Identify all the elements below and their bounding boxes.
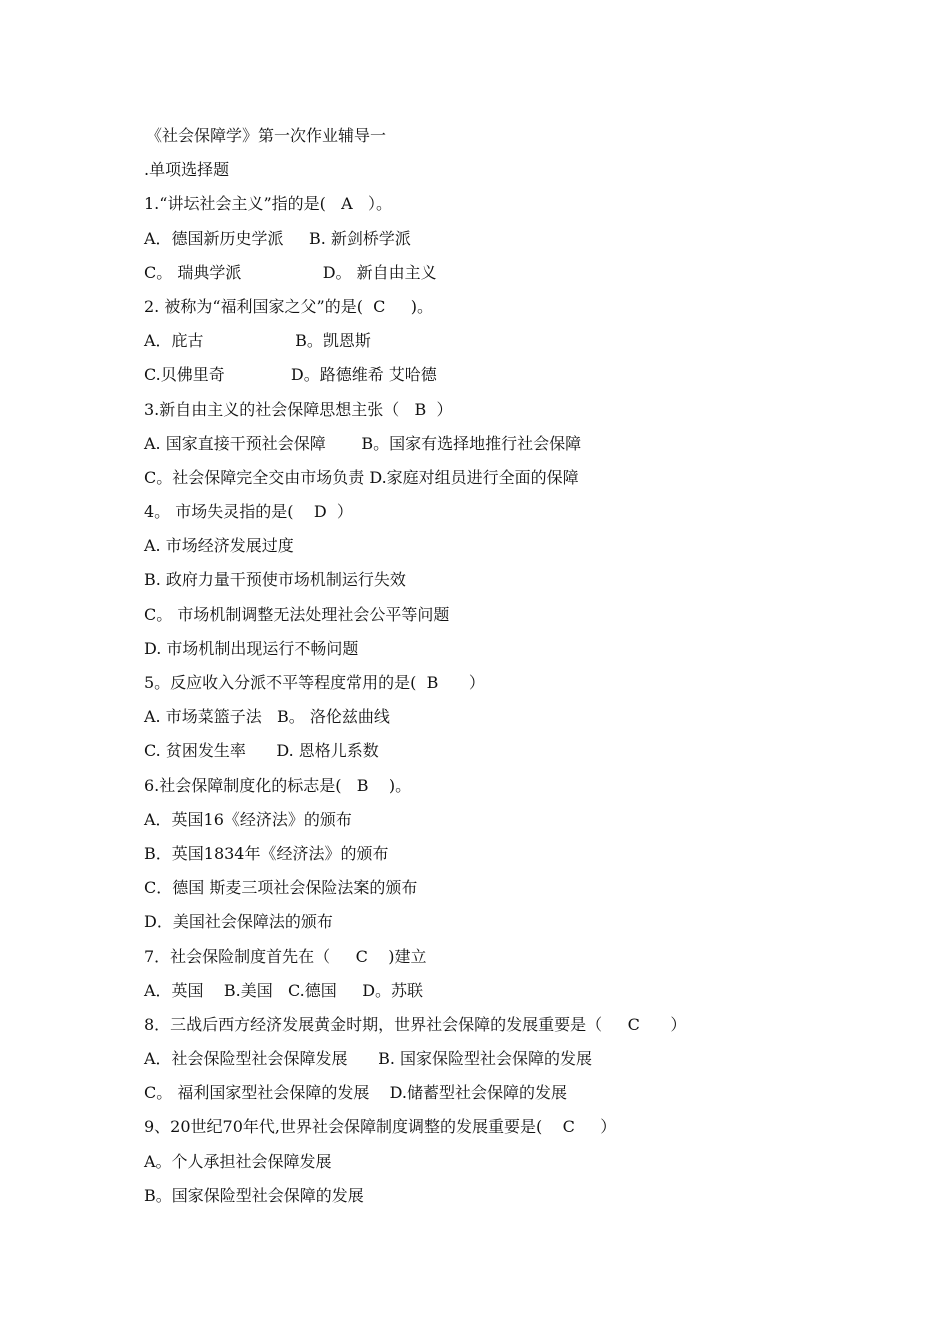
question-4-option-c: C。 市场机制调整无法处理社会公平等问题 <box>144 604 450 624</box>
question-1: 1.“讲坛社会主义”指的是( A ）。 <box>144 194 392 214</box>
question-1-options-ab: A．德国新历史学派 B. 新剑桥学派 <box>144 228 411 248</box>
question-2-options-cd: C.贝佛里奇 D。路德维希 艾哈德 <box>144 365 437 385</box>
question-6: 6.社会保障制度化的标志是( B )。 <box>144 775 412 795</box>
question-8: 8．三战后西方经济发展黄金时期，世界社会保障的发展重要是（ C ） <box>144 1014 687 1034</box>
question-6-option-a: A．英国16《经济法》的颁布 <box>144 809 352 829</box>
question-3-options-cd: C。社会保障完全交由市场负责 D.家庭对组员进行全面的保障 <box>144 467 579 487</box>
document-title: 《社会保障学》第一次作业辅导一 <box>146 126 387 145</box>
question-2: 2. 被称为“福利国家之父”的是( C )。 <box>144 296 434 316</box>
question-7-options: A．英国 B.美国 C.德国 D。苏联 <box>144 980 424 1000</box>
question-6-option-c: C．德国 斯麦三项社会保险法案的颁布 <box>144 878 418 898</box>
question-7: 7．社会保险制度首先在（ C )建立 <box>144 946 427 966</box>
question-6-option-b: B．英国1834年《经济法》的颁布 <box>144 843 389 863</box>
question-5-options-cd: C. 贫困发生率 D. 恩格儿系数 <box>144 741 379 761</box>
question-9: 9、20世纪70年代,世界社会保障制度调整的发展重要是( C ） <box>144 1117 617 1137</box>
document-body <box>144 125 844 1219</box>
question-1-options-cd: C。 瑞典学派 D。 新自由主义 <box>144 262 437 282</box>
question-8-options-ab: A．社会保险型社会保障发展 B. 国家保险型社会保障的发展 <box>144 1049 593 1069</box>
question-4-option-d: D. 市场机制出现运行不畅问题 <box>144 638 359 658</box>
question-4-option-a: A. 市场经济发展过度 <box>144 536 294 556</box>
question-6-option-d: D．美国社会保障法的颁布 <box>144 912 333 932</box>
question-2-options-ab: A．庇古 B。凯恩斯 <box>144 331 371 351</box>
question-4-option-b: B. 政府力量干预使市场机制运行失效 <box>144 570 406 590</box>
section-heading: .单项选择题 <box>144 160 230 180</box>
question-8-options-cd: C。 福利国家型社会保障的发展 D.储蓄型社会保障的发展 <box>144 1083 568 1103</box>
question-5: 5。反应收入分派不平等程度常用的是( B ） <box>144 673 485 692</box>
question-4: 4。 市场失灵指的是( D ） <box>144 502 353 522</box>
question-9-option-b: B。国家保险型社会保障的发展 <box>144 1185 364 1205</box>
question-5-options-ab: A. 市场菜篮子法 B。 洛伦兹曲线 <box>144 707 390 727</box>
question-3: 3.新自由主义的社会保障思想主张（ B ） <box>144 399 453 419</box>
question-9-option-a: A。个人承担社会保障发展 <box>144 1151 332 1171</box>
question-3-options-ab: A. 国家直接干预社会保障 B。国家有选择地推行社会保障 <box>144 433 582 453</box>
